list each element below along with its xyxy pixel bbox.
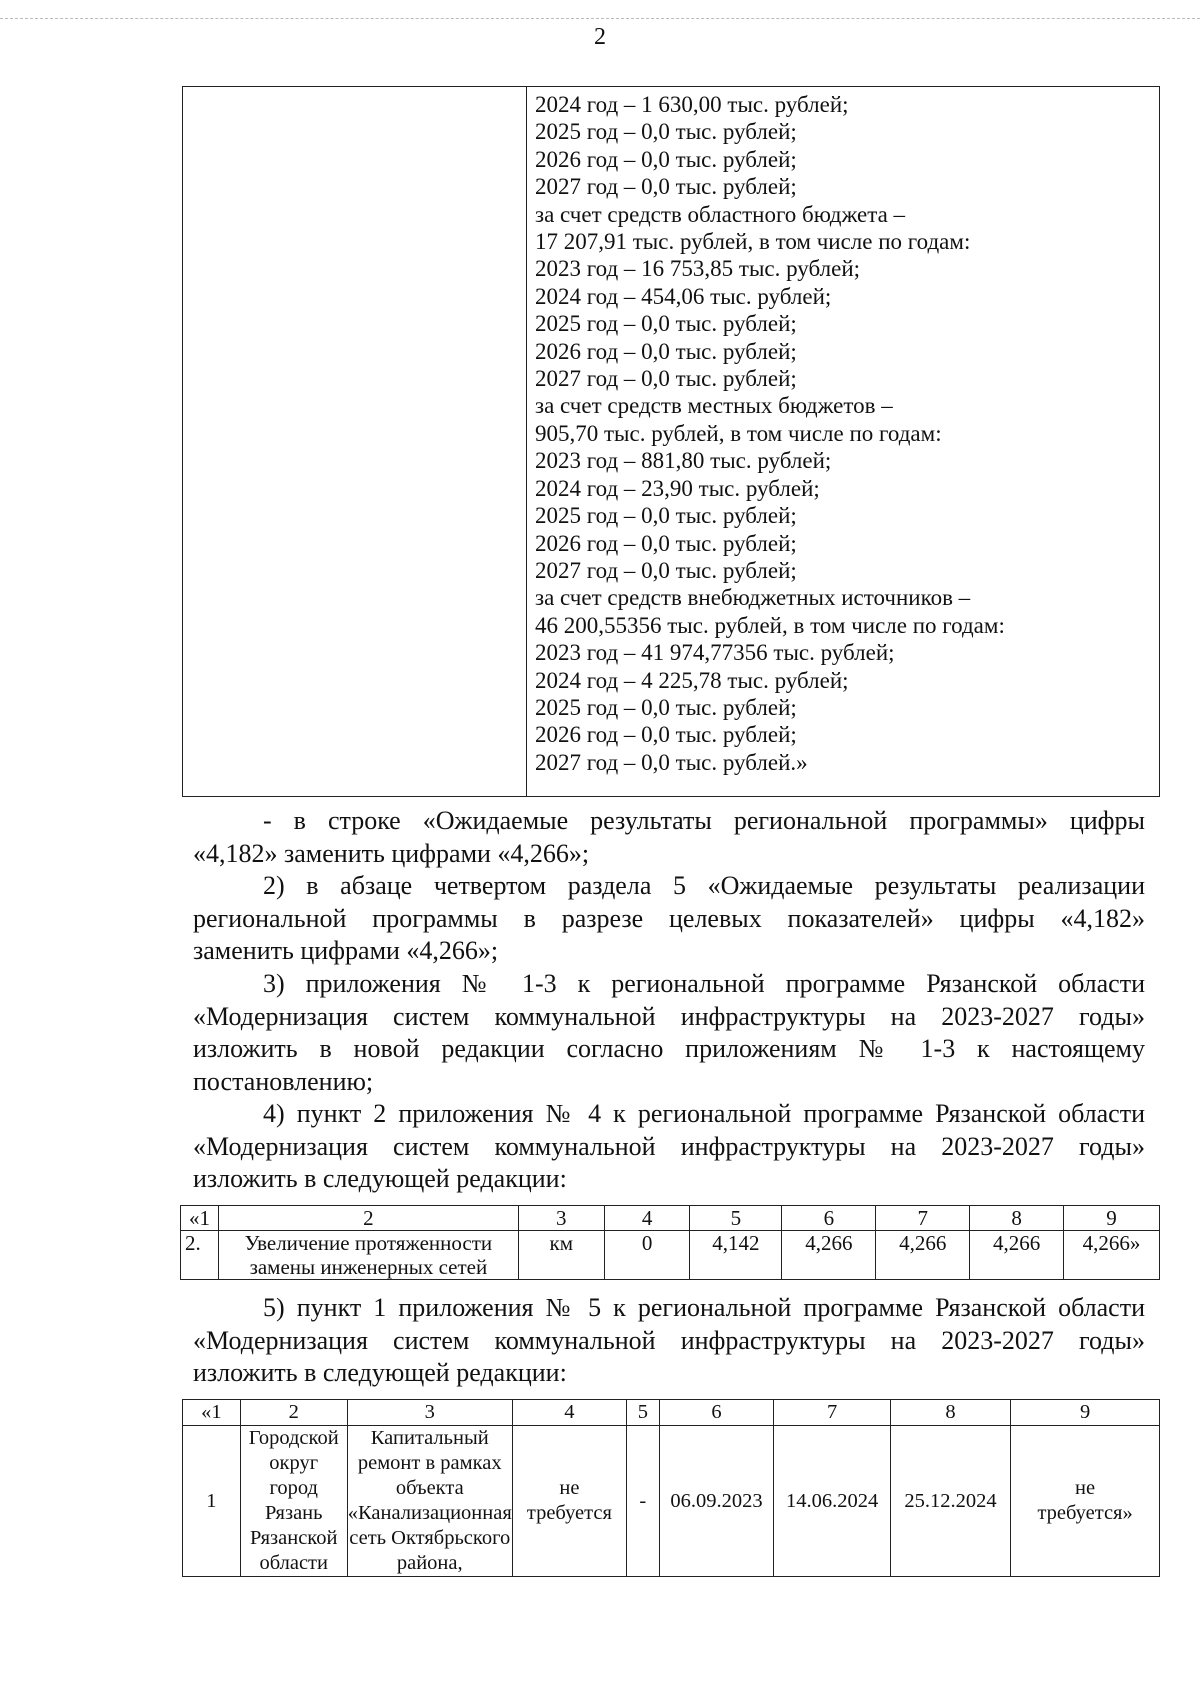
table-header-row: [183, 1400, 1160, 1426]
cell-line: Городской: [248, 1427, 339, 1449]
financing-line: 46 200,55356 тыс. рублей, в том числе по годам:: [535, 612, 1005, 638]
financing-line: 2027 год – 0,0 тыс. рублей;: [535, 366, 797, 392]
financing-line: 17 207,91 тыс. рублей, в том числе по годам:: [535, 229, 971, 255]
territory-cell: [240, 1426, 347, 1577]
table-header-cell: 9: [1064, 1206, 1160, 1231]
row-number: 1: [183, 1426, 241, 1577]
paragraph-line: 4) пункт 2 приложения № 4 к региональной программе Рязанской области: [263, 1099, 1145, 1128]
financing-line: 2024 год – 4 225,78 тыс. рублей;: [535, 667, 849, 693]
paragraph-line: изложить в следующей редакции:: [193, 1164, 567, 1193]
value-cell: 0: [604, 1231, 690, 1280]
paragraph-line: 3) приложения № 1-3 к региональной программе Рязанской области: [263, 969, 1145, 998]
requirement-cell: [512, 1426, 626, 1577]
table-header-cell: 2: [240, 1400, 347, 1426]
table-header-cell: 7: [774, 1400, 891, 1426]
paragraph-line: «4,182» заменить цифрами «4,266»;: [193, 838, 590, 868]
table-header-cell: «1: [183, 1400, 241, 1426]
date-cell: 25.12.2024: [890, 1426, 1010, 1577]
table-row: [183, 1426, 1160, 1577]
cell-line: Рязанской: [249, 1527, 338, 1549]
financing-line: 2024 год – 23,90 тыс. рублей;: [535, 475, 820, 501]
value-cell: 4,142: [690, 1231, 782, 1280]
cell-line: город: [269, 1477, 318, 1499]
table-header-cell: 7: [876, 1206, 970, 1231]
cell-line: ремонт в рамках: [357, 1452, 502, 1474]
paragraph-line: «Модернизация систем коммунальной инфраструктуры на 2023-2027 годы»: [193, 1001, 1145, 1031]
table-row: [181, 1231, 1160, 1280]
table-header-cell: 3: [347, 1400, 512, 1426]
cell-line: не: [1075, 1477, 1096, 1499]
paragraph-line: заменить цифрами «4,266»;: [193, 936, 499, 965]
column-divider: [526, 87, 527, 796]
financing-line: 2025 год – 0,0 тыс. рублей;: [535, 311, 797, 337]
table-header-cell: 6: [782, 1206, 876, 1231]
paragraph-line: 2) в абзаце четвертом раздела 5 «Ожидаемые результаты реализации: [263, 871, 1145, 900]
financing-line: за счет средств местных бюджетов –: [535, 393, 893, 419]
value-cell: 4,266: [782, 1231, 876, 1280]
requirement-cell: [1011, 1426, 1160, 1577]
financing-line: 2027 год – 0,0 тыс. рублей;: [535, 557, 797, 583]
financing-line: 905,70 тыс. рублей, в том числе по годам:: [535, 420, 942, 446]
table-header-cell: 9: [1011, 1400, 1160, 1426]
cell-line: сеть Октябрьского: [349, 1527, 511, 1549]
cell-line: Капитальный: [370, 1427, 489, 1449]
table-header-cell: «1: [181, 1206, 219, 1231]
paragraph-item-4: [193, 1098, 1145, 1196]
financing-line: 2025 год – 0,0 тыс. рублей;: [535, 119, 797, 145]
paragraph-line: постановлению;: [193, 1066, 374, 1096]
table-header-cell: 8: [890, 1400, 1010, 1426]
financing-line: за счет средств областного бюджета –: [535, 201, 906, 227]
cell-line: Рязань: [264, 1502, 323, 1524]
cell-line: замены инженерных сетей: [249, 1255, 488, 1279]
table-header-cell: 4: [604, 1206, 690, 1231]
paragraph-expected-results: [193, 805, 1145, 870]
table-header-cell: 6: [659, 1400, 774, 1426]
cell-line: района,: [396, 1552, 463, 1574]
financing-line: 2023 год – 41 974,77356 тыс. рублей;: [535, 640, 895, 666]
date-cell: 06.09.2023: [659, 1426, 774, 1577]
financing-line: 2025 год – 0,0 тыс. рублей;: [535, 694, 797, 720]
object-schedule-table: [182, 1399, 1160, 1577]
paragraph-line: изложить в следующей редакции:: [193, 1358, 567, 1387]
cell-line: не: [559, 1477, 580, 1499]
financing-line: 2024 год – 1 630,00 тыс. рублей;: [535, 92, 849, 117]
financing-lines: [535, 91, 1153, 776]
financing-line: 2026 год – 0,0 тыс. рублей;: [535, 338, 797, 364]
financing-line: 2024 год – 454,06 тыс. рублей;: [535, 283, 832, 309]
table-header-cell: 5: [627, 1400, 660, 1426]
financing-line: 2023 год – 881,80 тыс. рублей;: [535, 448, 832, 474]
cell-line: требуется»: [1037, 1502, 1133, 1524]
financing-line: за счет средств внебюджетных источников –: [535, 585, 971, 611]
cell-line: «Канализационная: [347, 1502, 512, 1524]
dash-cell: -: [627, 1426, 660, 1577]
cell-line: требуется: [526, 1502, 612, 1524]
cell-line: округ: [269, 1452, 319, 1474]
indicator-name: [218, 1231, 518, 1280]
table-header-cell: 3: [518, 1206, 604, 1231]
paragraph-line: «Модернизация систем коммунальной инфраструктуры на 2023-2027 годы»: [193, 1325, 1145, 1355]
indicator-table: [180, 1205, 1160, 1280]
unit-cell: км: [518, 1231, 604, 1280]
paragraph-line: изложить в новой редакции согласно приложениям № 1-3 к настоящему: [193, 1034, 1145, 1063]
paragraph-line: - в строке «Ожидаемые результаты региональной программы» цифры: [263, 806, 1145, 835]
paragraph-item-2: [193, 870, 1145, 968]
paragraph-item-5: [193, 1292, 1145, 1390]
value-cell: 4,266: [970, 1231, 1064, 1280]
cell-line: объекта: [395, 1477, 464, 1499]
financing-line: 2027 год – 0,0 тыс. рублей.»: [535, 749, 808, 775]
page-number: 2: [594, 24, 606, 50]
financing-line: 2026 год – 0,0 тыс. рублей;: [535, 530, 797, 556]
value-cell: 4,266: [876, 1231, 970, 1280]
scan-artifact-line: [0, 18, 1200, 21]
financing-line: 2023 год – 16 753,85 тыс. рублей;: [535, 256, 861, 282]
cell-line: области: [259, 1552, 328, 1574]
financing-line: 2026 год – 0,0 тыс. рублей;: [535, 146, 797, 172]
row-number: 2.: [181, 1231, 219, 1280]
financing-line: 2026 год – 0,0 тыс. рублей;: [535, 722, 797, 748]
finance-table-fragment: [182, 86, 1160, 797]
financing-line: 2027 год – 0,0 тыс. рублей;: [535, 174, 797, 200]
financing-line: 2025 год – 0,0 тыс. рублей;: [535, 503, 797, 529]
value-cell: 4,266»: [1064, 1231, 1160, 1280]
table-header-cell: 2: [218, 1206, 518, 1231]
table-header-cell: 8: [970, 1206, 1064, 1231]
paragraph-line: региональной программы в разрезе целевых показателей» цифры «4,182»: [193, 903, 1145, 933]
table-header-row: [181, 1206, 1160, 1231]
table-header-cell: 4: [512, 1400, 626, 1426]
paragraph-line: «Модернизация систем коммунальной инфраструктуры на 2023-2027 годы»: [193, 1131, 1145, 1161]
object-cell: [347, 1426, 512, 1577]
paragraph-line: 5) пункт 1 приложения № 5 к региональной программе Рязанской области: [263, 1293, 1145, 1322]
paragraph-item-3: [193, 968, 1145, 1098]
table-header-cell: 5: [690, 1206, 782, 1231]
cell-line: Увеличение протяженности: [244, 1231, 493, 1255]
date-cell: 14.06.2024: [774, 1426, 891, 1577]
